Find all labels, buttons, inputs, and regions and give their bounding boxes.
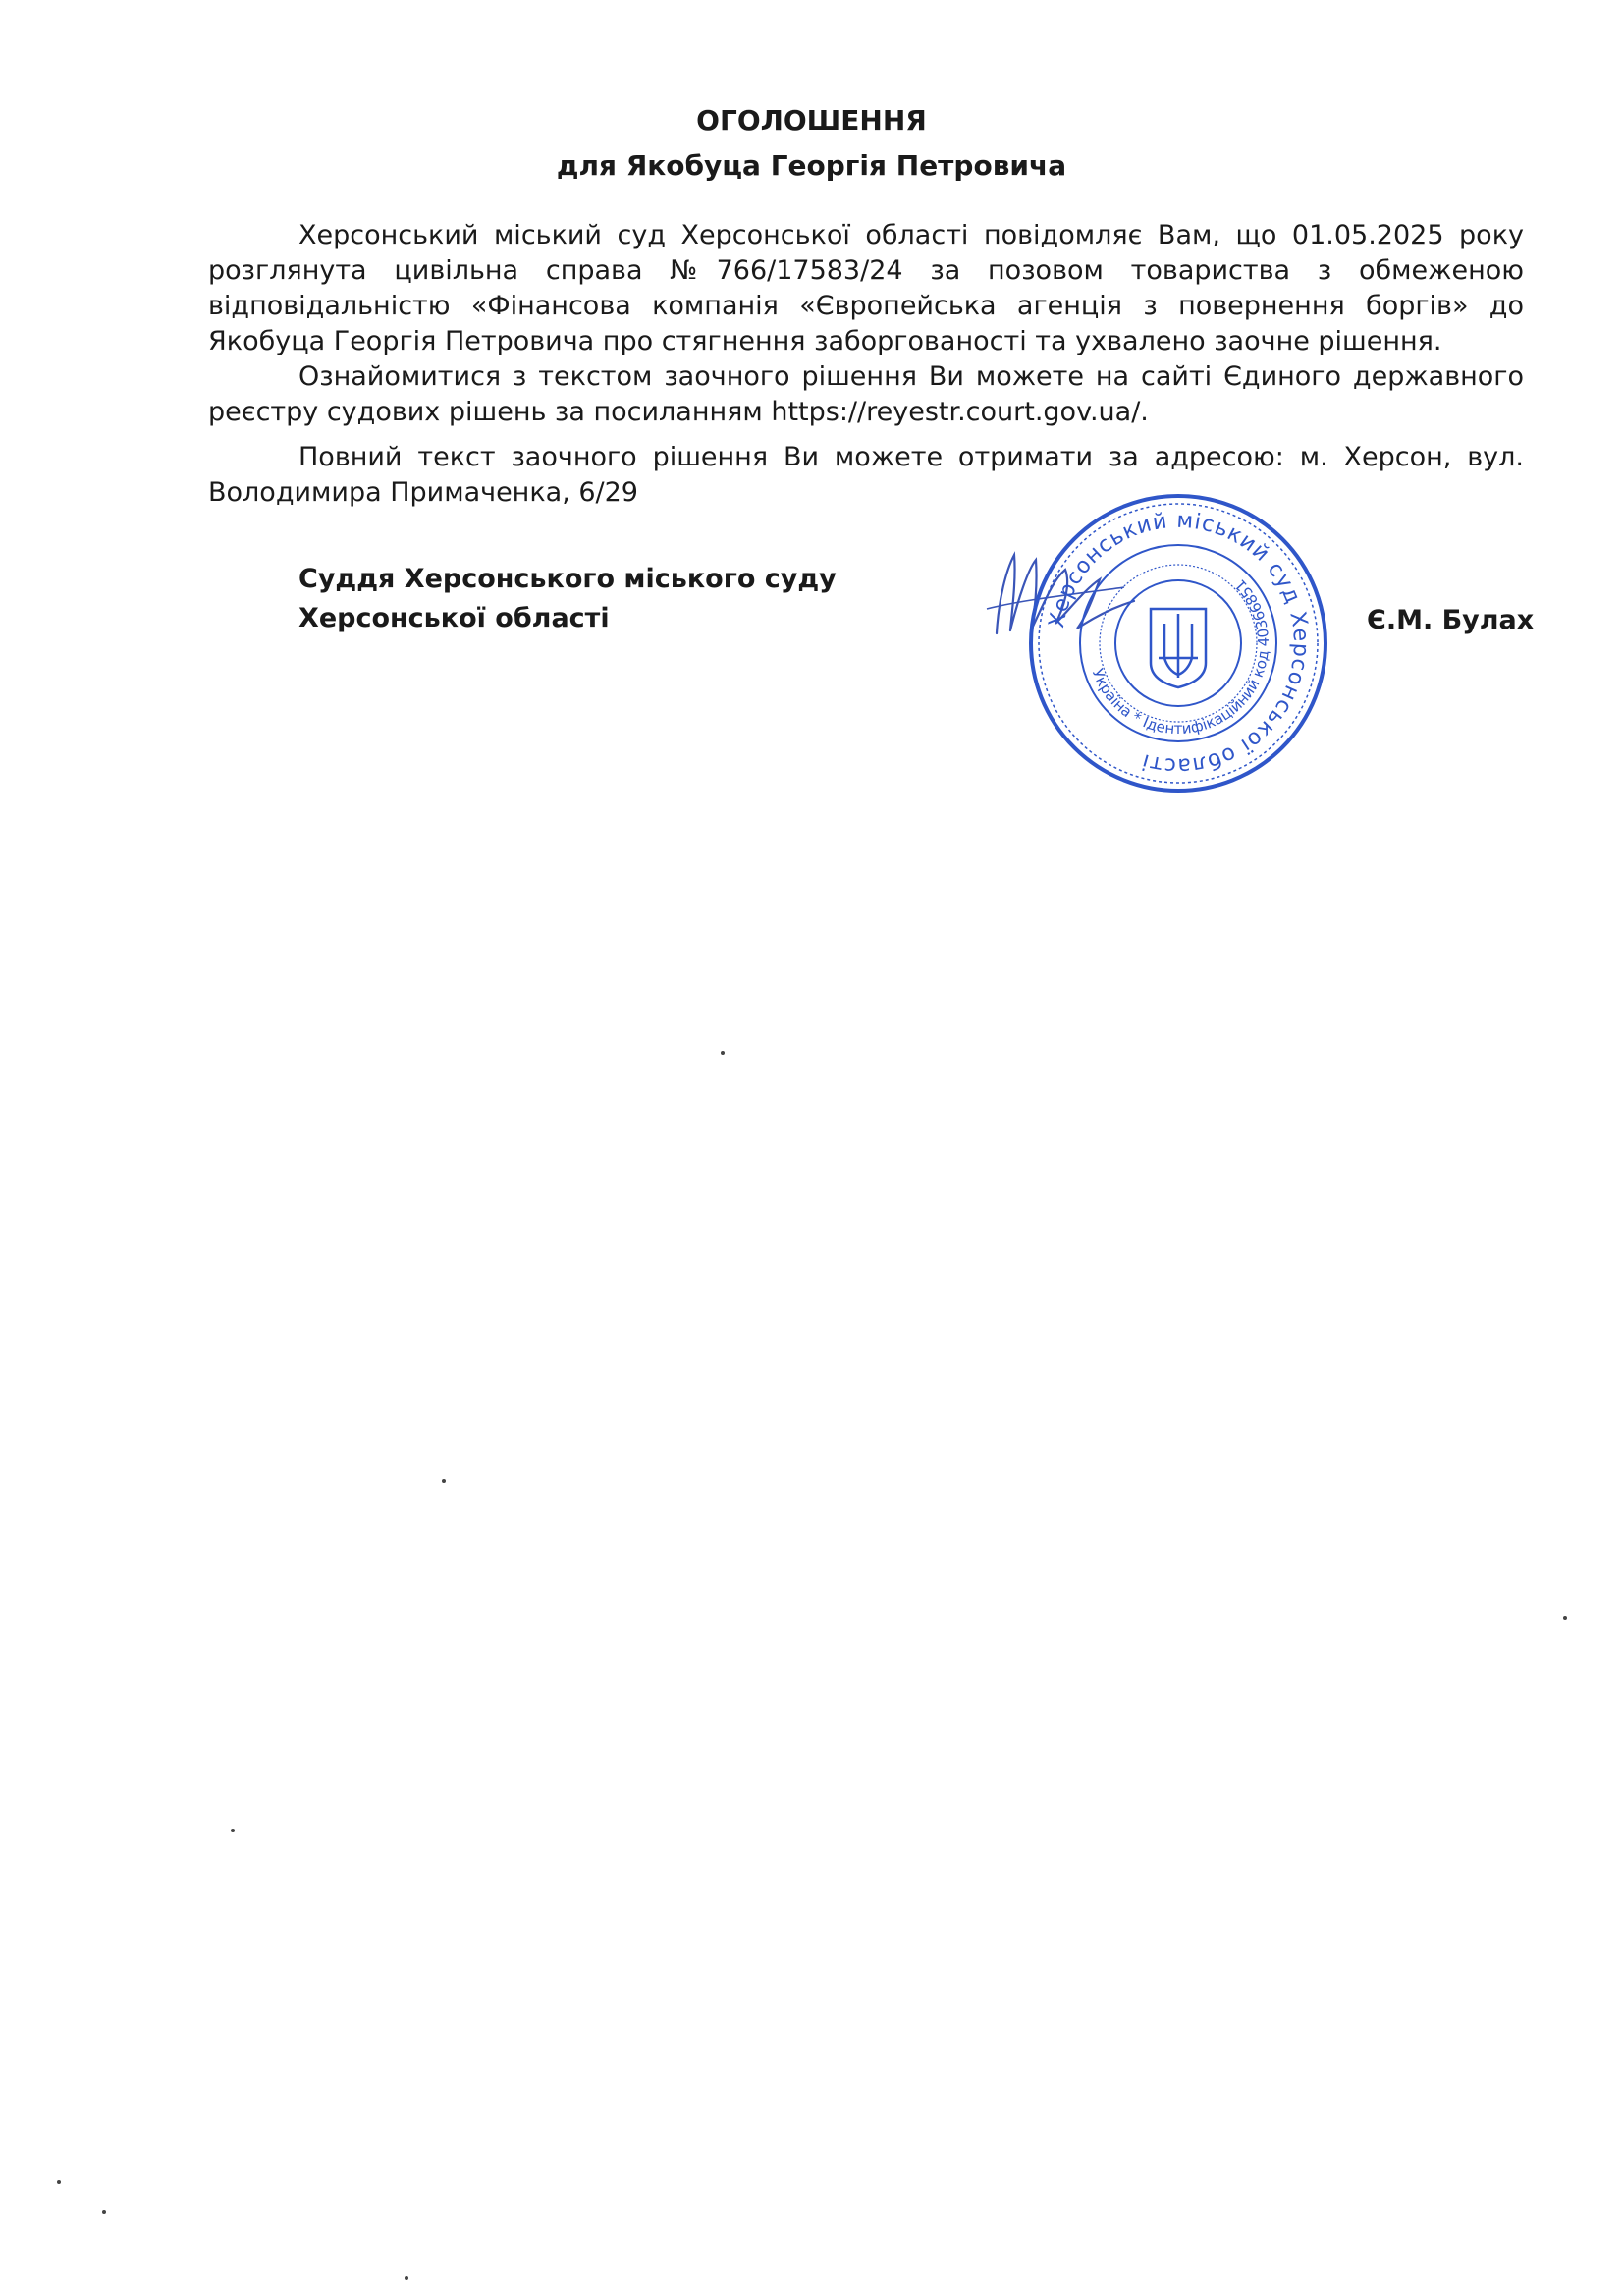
scan-speck: [442, 1479, 446, 1483]
stamp-inner-text: Україна * Ідентифікаційний код 40366851: [1088, 575, 1273, 738]
trident-emblem-icon: [1151, 609, 1206, 687]
court-seal-stamp: [1021, 486, 1335, 800]
scan-speck: [721, 1051, 725, 1055]
scan-speck: [1563, 1616, 1567, 1620]
stamp-outer-text: Херсонський міський суд Херсонської області: [1045, 508, 1314, 779]
scan-speck: [57, 2180, 61, 2184]
paragraph-notice: [208, 218, 1524, 359]
paragraph-registry: [208, 359, 1524, 430]
notice-text: Херсонський міський суд Херсонської області повідомляє Вам, що 01.05.2025 року розглянута цивільна справа №766/17583/24 за позовом товариства з обмеженою відповідальністю «Фінансова компанія «Європейська агенція з повернення боргів» до Якобуца Георгія Петровича про стягнення заборгованості та ухвалено заочне рішення.: [208, 220, 1524, 356]
document-subtitle: для Якобуца Георгія Петровича: [556, 149, 1067, 182]
scan-speck: [405, 2276, 408, 2280]
document-title: ОГОЛОШЕННЯ: [696, 104, 927, 137]
judge-title: [298, 560, 837, 638]
address-text: Повний текст заочного рішення Ви можете отримати за адресою: м. Херсон, вул. Володимира Примаченка, 6/29: [208, 442, 1524, 508]
scan-speck: [102, 2210, 106, 2214]
judge-title-line2: Херсонської області: [298, 603, 610, 633]
judge-name: Є.М. Булах: [1367, 605, 1535, 635]
registry-text: Ознайомитися з текстом заочного рішення Ви можете на сайті Єдиного державного реєстру судових рішень за посиланням https://reyestr.court.gov.ua/.: [208, 361, 1524, 427]
scan-speck: [231, 1829, 235, 1832]
judge-title-line1: Суддя Херсонського міського суду: [298, 564, 837, 594]
